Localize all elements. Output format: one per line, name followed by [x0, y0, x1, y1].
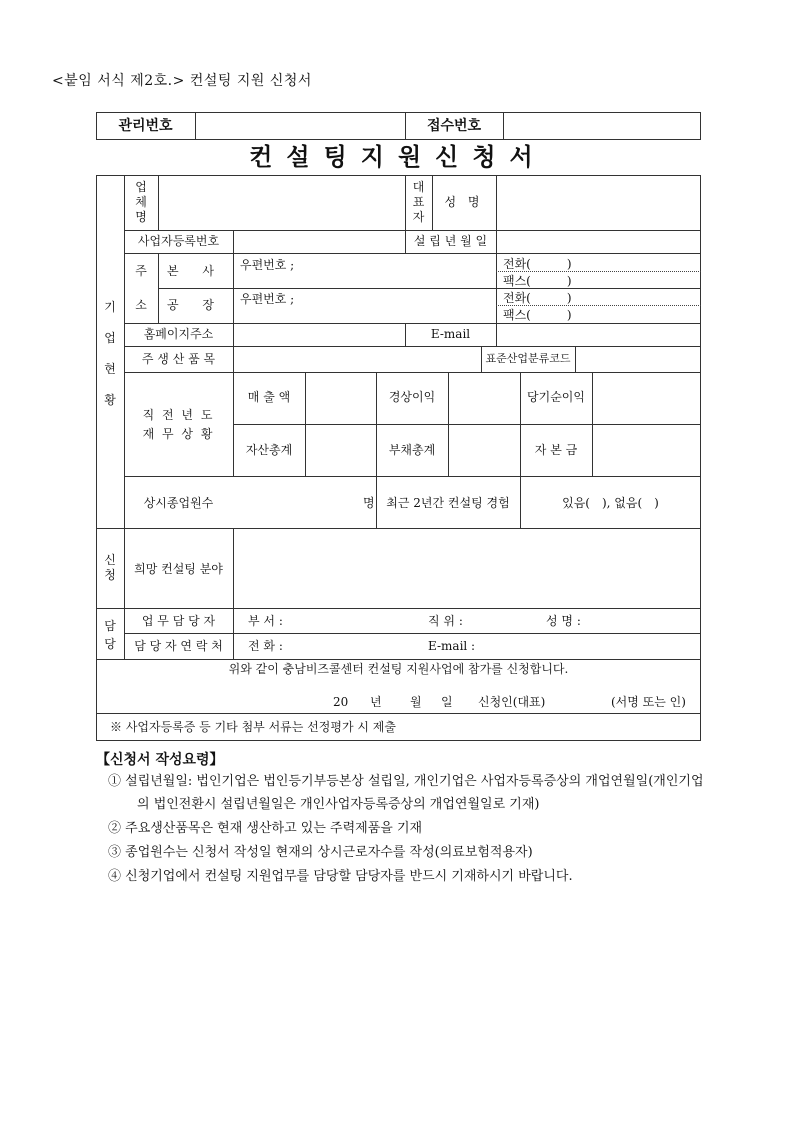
management-number-label: 관리번호 — [118, 118, 173, 134]
guide-item-1-line-1: ① 설립년월일: 법인기업은 법인등기부등본상 설립일, 개인기업은 사업자등록증상의 개업연월일(개인기업 — [108, 774, 704, 789]
factory-postal-code-field[interactable]: 우편번호 ; — [240, 292, 295, 306]
representative-label: 대표자 — [412, 180, 425, 224]
net-profit-field[interactable] — [593, 373, 700, 423]
guide-item-3: ③ 종업원수는 신청서 작성일 현재의 상시근로자수를 작성(의료보험적용자) — [108, 845, 533, 860]
headquarters-postal-code-field[interactable]: 우편번호 ; — [240, 258, 295, 272]
month-unit: 월 — [410, 695, 422, 709]
receipt-number-label: 접수번호 — [426, 118, 482, 134]
total-liabilities-label: 부채총계 — [388, 443, 436, 457]
total-assets-field[interactable] — [306, 425, 375, 475]
financial-status-label-2: 재 무 상 황 — [142, 427, 215, 441]
applicant-label: 신청인(대표) — [478, 695, 546, 709]
industry-code-label: 표준산업분류코드 — [485, 352, 571, 365]
founding-date-field[interactable] — [497, 231, 700, 252]
email-label: E-mail — [430, 327, 471, 341]
net-profit-label: 당기순이익 — [527, 390, 585, 404]
sales-field[interactable] — [306, 373, 375, 423]
financial-status-label-1: 직 전 년 도 — [142, 408, 215, 422]
guide-item-1-line-2: 의 법인전환시 설립년월일은 개인사업자등록증상의 개업연월일로 기재) — [137, 797, 540, 812]
guide-item-2: ② 주요생산품목은 현재 생산하고 있는 주력제품을 기재 — [108, 821, 423, 836]
factory-label: 공 장 — [167, 298, 224, 312]
main-products-field[interactable] — [234, 347, 480, 371]
document-title: 컨설팅지원신청서 — [249, 142, 547, 171]
headquarters-label: 본 사 — [167, 264, 224, 278]
person-in-charge-label: 업 무 담 당 자 — [141, 614, 216, 628]
headquarters-fax-field[interactable]: 팩스( ) — [503, 274, 572, 288]
address-label-bottom: 소 — [135, 298, 147, 312]
business-registration-number-label: 사업자등록번호 — [137, 234, 220, 248]
employees-field[interactable] — [234, 477, 354, 527]
desired-consulting-field-input[interactable] — [234, 529, 700, 607]
company-name-field[interactable] — [159, 176, 404, 229]
operating-profit-field[interactable] — [449, 373, 519, 423]
capital-field[interactable] — [593, 425, 700, 475]
total-assets-label: 자산총계 — [245, 443, 293, 457]
declaration-statement: 위와 같이 충남비즈콜센터 컨설팅 지원사업에 참가를 신청합니다. — [228, 662, 569, 676]
department-field[interactable]: 부 서 : — [248, 614, 283, 628]
contact-info-label: 담 당 자 연 락 처 — [134, 639, 223, 653]
representative-name-label: 성 명 — [444, 195, 484, 209]
form-number-label: <붙임 서식 제2호.> 컨설팅 지원 신청서 — [52, 73, 312, 89]
headquarters-phone-field[interactable]: 전화( ) — [503, 257, 572, 271]
factory-fax-field[interactable]: 팩스( ) — [503, 308, 572, 322]
contact-email-field[interactable]: E-mail : — [428, 639, 476, 653]
year-field[interactable]: 20 — [333, 695, 349, 709]
factory-phone-field[interactable]: 전화( ) — [503, 291, 572, 305]
address-label-top: 주 — [135, 264, 147, 278]
receipt-number-field[interactable] — [504, 113, 700, 139]
company-status-section-label: 기업현황 — [104, 300, 116, 407]
operating-profit-label: 경상이익 — [388, 390, 436, 404]
contact-name-field[interactable]: 성 명 : — [546, 614, 581, 628]
signature-field[interactable]: (서명 또는 인) — [611, 695, 686, 709]
application-section-label: 신청 — [104, 553, 116, 582]
writing-guide-title: 【신청서 작성요령】 — [96, 752, 224, 768]
representative-name-field[interactable] — [497, 176, 700, 229]
attachment-note: ※ 사업자등록증 등 기타 첨부 서류는 선정평가 시 제출 — [110, 720, 396, 734]
homepage-label: 홈페이지주소 — [143, 327, 214, 341]
desired-consulting-field-label: 희망 컨설팅 분야 — [134, 562, 223, 576]
employees-unit: 명 — [363, 496, 375, 510]
management-number-field[interactable] — [196, 113, 404, 139]
email-field[interactable] — [497, 324, 700, 345]
consulting-experience-options[interactable]: 있음( ), 없음( ) — [562, 496, 659, 510]
company-name-label: 업체명 — [135, 180, 147, 224]
employees-label: 상시종업원수 — [143, 496, 214, 510]
day-unit: 일 — [441, 695, 453, 709]
homepage-field[interactable] — [234, 324, 404, 345]
contact-section-label: 담당 — [104, 619, 116, 651]
contact-phone-field[interactable]: 전 화 : — [248, 639, 283, 653]
consulting-experience-label: 최근 2년간 컨설팅 경험 — [386, 496, 510, 510]
sales-label: 매 출 액 — [247, 390, 291, 404]
business-registration-number-field[interactable] — [234, 231, 404, 252]
year-unit: 년 — [370, 695, 382, 709]
industry-code-field[interactable] — [576, 347, 700, 371]
total-liabilities-field[interactable] — [449, 425, 519, 475]
main-products-label: 주 생 산 품 목 — [141, 352, 216, 366]
guide-item-4: ④ 신청기업에서 컨설팅 지원업무를 담당할 담당자를 반드시 기재하시기 바랍니다. — [108, 869, 573, 884]
position-field[interactable]: 직 위 : — [428, 614, 463, 628]
founding-date-label: 설 립 년 월 일 — [413, 234, 488, 248]
capital-label: 자 본 금 — [534, 443, 578, 457]
